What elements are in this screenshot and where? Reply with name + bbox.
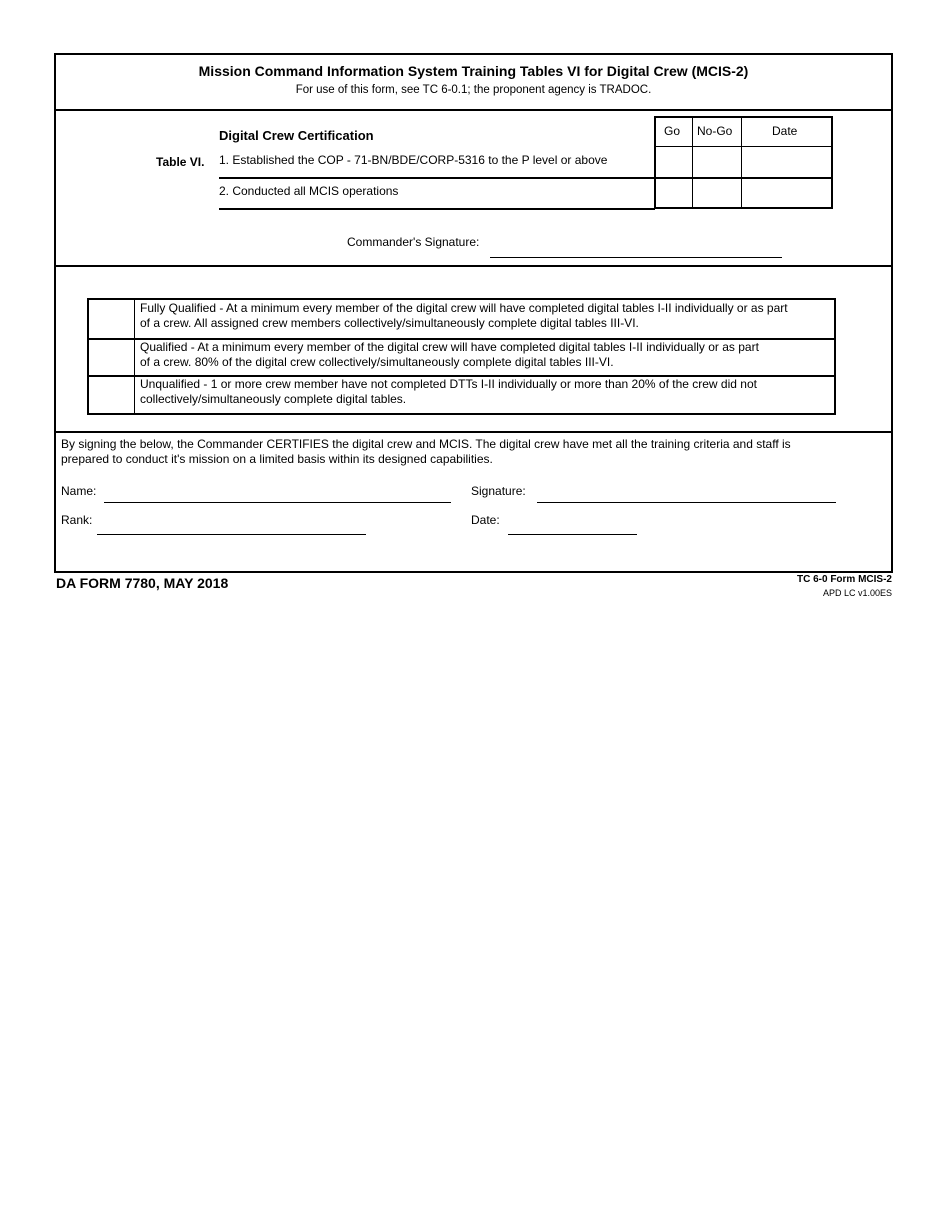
date-field[interactable] — [508, 534, 637, 535]
rating-fully-qualified-line2: of a crew. All assigned crew members collectively/simultaneously complete digital tables III-VI. — [140, 316, 639, 330]
signature-label: Signature: — [471, 484, 526, 498]
name-label: Name: — [61, 484, 97, 498]
rating-fully-qualified-line1: Fully Qualified - At a minimum every member of the digital crew will have completed digital tables I-II individually or as part — [140, 301, 788, 315]
task-1-date-field[interactable] — [742, 148, 831, 177]
fully-qualified-checkbox[interactable] — [89, 300, 134, 338]
task-divider — [219, 177, 833, 179]
certify-statement-line2: prepared to conduct it's mission on a limited basis within its designed capabilities. — [61, 452, 493, 466]
grid-divider — [654, 146, 833, 147]
form-subtitle: For use of this form, see TC 6-0.1; the proponent agency is TRADOC. — [295, 84, 652, 96]
form-title: Mission Command Information System Training Tables VI for Digital Crew (MCIS-2) — [198, 63, 749, 79]
signature-field[interactable] — [537, 502, 836, 503]
commander-signature-field[interactable] — [490, 257, 782, 258]
task-1-go-field[interactable] — [656, 148, 692, 177]
divider — [56, 109, 891, 111]
task-divider — [219, 208, 655, 210]
rank-field[interactable] — [97, 534, 366, 535]
form-reference: TC 6-0 Form MCIS-2 — [796, 574, 892, 585]
rating-qualified-line1: Qualified - At a minimum every member of the digital crew will have completed digital tables I-II individually or as part — [140, 340, 759, 354]
column-no-go: No-Go — [697, 124, 733, 138]
form-version: APD LC v1.00ES — [822, 588, 892, 598]
column-go: Go — [664, 124, 681, 138]
rank-label: Rank: — [61, 513, 93, 527]
task-1-no-go-field[interactable] — [693, 148, 741, 177]
rating-qualified-line2: of a crew. 80% of the digital crew collectively/simultaneously complete digital tables III-VI. — [140, 355, 614, 369]
certify-statement-line1: By signing the below, the Commander CERTIFIES the digital crew and MCIS. The digital crew have met all the training criteria and staff is — [61, 437, 791, 451]
form-id: DA FORM 7780, MAY 2018 — [56, 575, 229, 591]
divider — [56, 431, 891, 433]
commander-signature-label: Commander's Signature: — [347, 235, 480, 249]
table-label: Table VI. — [156, 155, 205, 169]
rating-unqualified-line2: collectively/simultaneously complete digital tables. — [140, 392, 407, 406]
certification-heading: Digital Crew Certification — [219, 128, 374, 143]
task-2-label: 2. Conducted all MCIS operations — [219, 184, 399, 198]
divider — [56, 265, 891, 267]
name-field[interactable] — [104, 502, 451, 503]
date-label: Date: — [471, 513, 500, 527]
qualified-checkbox[interactable] — [89, 340, 134, 375]
unqualified-checkbox[interactable] — [89, 377, 134, 413]
column-date: Date — [772, 124, 798, 138]
task-2-go-field[interactable] — [656, 180, 692, 208]
rating-unqualified-line1: Unqualified - 1 or more crew member have not completed DTTs I-II individually or more than 20% of the crew did not — [140, 377, 757, 391]
task-2-date-field[interactable] — [742, 180, 831, 208]
ratings-divider — [134, 298, 135, 415]
task-2-no-go-field[interactable] — [693, 180, 741, 208]
task-1-label: 1. Established the COP - 71-BN/BDE/CORP-5316 to the P level or above — [219, 153, 608, 167]
